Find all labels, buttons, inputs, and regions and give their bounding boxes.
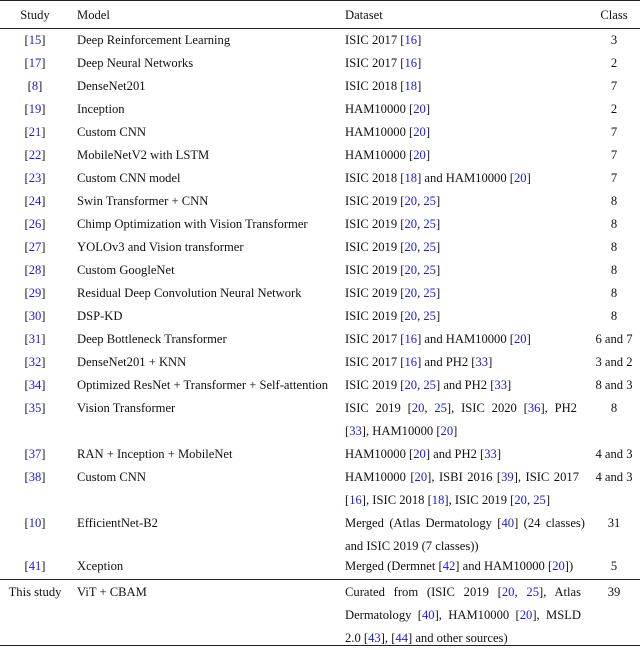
study-ref: [32] — [24, 355, 46, 369]
header-study: Study — [20, 8, 50, 22]
study-ref: [24] — [24, 194, 46, 208]
class-count: 4 and 3 — [595, 447, 633, 461]
bottom-rule — [0, 645, 640, 646]
model-name: RAN + Inception + MobileNet — [77, 447, 233, 461]
study-ref: [28] — [24, 263, 46, 277]
study-ref: [22] — [24, 148, 46, 162]
header-dataset: Dataset — [345, 8, 383, 22]
class-count: 8 and 3 — [595, 378, 633, 392]
class-count: 8 — [610, 194, 618, 208]
class-count: 3 — [610, 33, 618, 47]
dataset-name: ISIC 2019 [20, 25] — [345, 194, 441, 208]
class-count: 7 — [610, 79, 618, 93]
dataset-name: ISIC 2017 [16] — [345, 33, 422, 47]
model-name: YOLOv3 and Vision transformer — [77, 240, 244, 254]
class-count: 8 — [610, 401, 618, 415]
study-ref: [31] — [24, 332, 46, 346]
dataset-name: Curated from (ISIC 2019 [20, 25], Atlas Dermatology [40], HAM10000 [20], MSLD 2.0 [43], [44] and other sources) — [345, 585, 582, 645]
class-count: 3 and 2 — [595, 355, 633, 369]
dataset-name: HAM10000 [20] and PH2 [33] — [345, 447, 502, 461]
class-count: 8 — [610, 309, 618, 323]
header-model: Model — [77, 8, 110, 22]
model-name: Custom GoogleNet — [77, 263, 175, 277]
model-name: Chimp Optimization with Vision Transformer — [77, 217, 308, 231]
class-count: 8 — [610, 263, 618, 277]
study-ref: [23] — [24, 171, 46, 185]
class-count: 8 — [610, 217, 618, 231]
model-name: DenseNet201 + KNN — [77, 355, 187, 369]
dataset-name: ISIC 2019 [20, 25] — [345, 240, 441, 254]
dataset-name: ISIC 2017 [16] and HAM10000 [20] — [345, 332, 531, 346]
dataset-name: HAM10000 [20], ISBI 2016 [39], ISIC 2017 [16], ISIC 2018 [18], ISIC 2019 [20, 25] — [345, 470, 579, 507]
model-name: Swin Transformer + CNN — [77, 194, 209, 208]
study-ref: [29] — [24, 286, 46, 300]
dataset-name: Merged (Dermnet [42] and HAM10000 [20]) — [345, 559, 574, 573]
model-name: DSP-KD — [77, 309, 123, 323]
dataset-name: HAM10000 [20] — [345, 148, 431, 162]
model-name: Vision Transformer — [77, 401, 176, 415]
study-ref: [17] — [24, 56, 46, 70]
class-count: 6 and 7 — [595, 332, 633, 346]
model-name: Inception — [77, 102, 125, 116]
study-ref: [26] — [24, 217, 46, 231]
study-ref: [15] — [24, 33, 46, 47]
class-count: 5 — [610, 559, 618, 573]
study-ref: [21] — [24, 125, 46, 139]
dataset-name: ISIC 2017 [16] — [345, 56, 422, 70]
model-name: Residual Deep Convolution Neural Network — [77, 286, 302, 300]
model-name: DenseNet201 — [77, 79, 146, 93]
class-count: 2 — [610, 56, 618, 70]
class-count: 8 — [610, 286, 618, 300]
study-ref: [35] — [24, 401, 46, 415]
dataset-name: ISIC 2019 [20, 25] — [345, 286, 441, 300]
study-ref: [41] — [24, 559, 46, 573]
dataset-name: ISIC 2017 [16] and PH2 [33] — [345, 355, 493, 369]
class-count: 4 and 3 — [595, 470, 633, 484]
model-name: Custom CNN — [77, 125, 146, 139]
model-name: EfficientNet-B2 — [77, 516, 158, 530]
class-count: 7 — [610, 171, 618, 185]
model-name: Xception — [77, 559, 124, 573]
dataset-name: ISIC 2019 [20, 25], ISIC 2020 [36], PH2 [33], HAM10000 [20] — [345, 401, 577, 438]
table-header-row — [0, 0, 640, 28]
study-ref: [19] — [24, 102, 46, 116]
study-ref: [8] — [27, 79, 43, 93]
class-count: 7 — [610, 125, 618, 139]
dataset-name: Merged (Atlas Dermatology [40] (24 classes) and ISIC 2019 (7 classes)) — [345, 516, 586, 553]
study-ref: [30] — [24, 309, 46, 323]
this-study-separator-rule — [0, 579, 640, 580]
dataset-name: ISIC 2018 [18] — [345, 79, 422, 93]
study-ref: [37] — [24, 447, 46, 461]
study-ref: This study — [8, 585, 62, 599]
class-count: 2 — [610, 102, 618, 116]
class-count: 39 — [607, 585, 621, 599]
model-name: Deep Reinforcement Learning — [77, 33, 231, 47]
class-count: 8 — [610, 240, 618, 254]
dataset-name: ISIC 2019 [20, 25] — [345, 309, 441, 323]
model-name: Custom CNN model — [77, 171, 181, 185]
study-ref: [10] — [24, 516, 46, 530]
dataset-name: ISIC 2019 [20, 25] — [345, 263, 441, 277]
class-count: 7 — [610, 148, 618, 162]
model-name: ViT + CBAM — [77, 585, 147, 599]
class-count: 31 — [607, 516, 621, 530]
model-name: Optimized ResNet + Transformer + Self-attention — [77, 378, 328, 392]
model-name: Custom CNN — [77, 470, 146, 484]
dataset-name: HAM10000 [20] — [345, 125, 431, 139]
dataset-name: ISIC 2019 [20, 25] — [345, 217, 441, 231]
study-ref: [34] — [24, 378, 46, 392]
model-name: MobileNetV2 with LSTM — [77, 148, 210, 162]
study-ref: [38] — [24, 470, 46, 484]
header-class: Class — [600, 8, 628, 22]
dataset-name: ISIC 2019 [20, 25] and PH2 [33] — [345, 378, 512, 392]
study-ref: [27] — [24, 240, 46, 254]
dataset-name: HAM10000 [20] — [345, 102, 431, 116]
dataset-name: ISIC 2018 [18] and HAM10000 [20] — [345, 171, 531, 185]
model-name: Deep Neural Networks — [77, 56, 194, 70]
model-name: Deep Bottleneck Transformer — [77, 332, 227, 346]
